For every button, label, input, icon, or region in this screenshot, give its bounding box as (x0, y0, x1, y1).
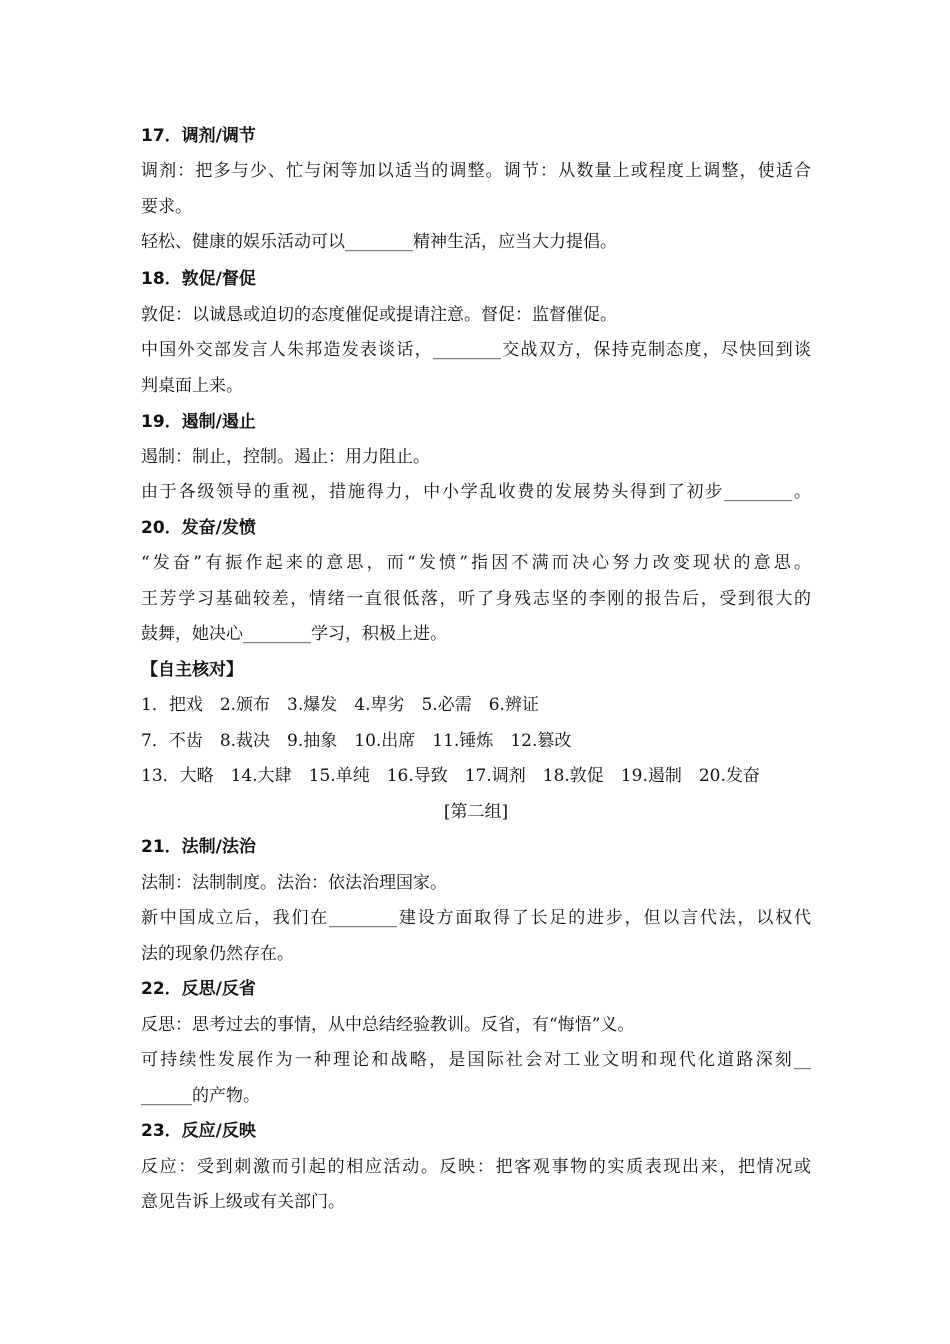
item-20-example: 王芳学习基础较差，情绪一直很低落，听了身残志坚的李刚的报告后，受到很大的 (141, 589, 811, 609)
item-23-definition: 反应：受到刺激而引起的相应活动。反映：把客观事物的实质表现出来，把情况或 (141, 1157, 811, 1177)
answer-row-3: 13．大略 14.大肆 15.单纯 16.导致 17.调剂 18.敦促 19.遏制 20.发奋 (141, 766, 760, 786)
item-18-definition: 敦促：以诚恳或迫切的态度催促或提请注意。督促：监督催促。 (141, 305, 617, 325)
item-19-heading: 19．遏制/遏止 (141, 412, 256, 432)
item-17-heading: 17．调剂/调节 (141, 126, 256, 146)
item-17-definition: 调剂：把多与少、忙与闲等加以适当的调整。调节：从数量上或程度上调整，使适合 (141, 161, 811, 181)
item-22-heading: 22．反思/反省 (141, 979, 256, 999)
self-check-title: 【自主核对】 (141, 660, 243, 680)
item-20-heading: 20．发奋/发愤 (141, 518, 256, 538)
item-23-definition-cont: 意见告诉上级或有关部门。 (141, 1192, 345, 1212)
item-21-example: 新中国成立后，我们在________建设方面取得了长足的进步，但以言代法，以权代 (141, 908, 811, 928)
item-20-example-cont: 鼓舞，她决心________学习，积极上进。 (141, 624, 447, 644)
item-19-example: 由于各级领导的重视，措施得力，中小学乱收费的发展势头得到了初步________。 (141, 482, 811, 502)
group-title: [第二组] (443, 802, 509, 822)
answer-row-2: 7．不齿 8.裁决 9.抽象 10.出席 11.锤炼 12.篡改 (141, 731, 572, 751)
item-21-example-cont: 法的现象仍然存在。 (141, 944, 294, 964)
item-19-definition: 遏制：制止，控制。遏止：用力阻止。 (141, 447, 430, 467)
item-21-heading: 21．法制/法治 (141, 837, 256, 857)
item-18-heading: 18．敦促/督促 (141, 269, 256, 289)
item-18-example-cont: 判桌面上来。 (141, 376, 243, 396)
item-17-definition-cont: 要求。 (141, 197, 192, 217)
item-17-example: 轻松、健康的娱乐活动可以________精神生活，应当大力提倡。 (141, 232, 617, 252)
item-22-example: 可持续性发展作为一种理论和战略，是国际社会对工业文明和现代化道路深刻__ (141, 1050, 811, 1070)
item-22-example-cont: ______的产物。 (141, 1086, 260, 1106)
item-18-example: 中国外交部发言人朱邦造发表谈话，________交战双方，保持克制态度，尽快回到谈 (141, 340, 811, 360)
item-20-definition: “发奋”有振作起来的意思，而“发愤”指因不满而决心努力改变现状的意思。 (141, 553, 811, 573)
item-22-definition: 反思：思考过去的事情，从中总结经验教训。反省，有“悔悟”义。 (141, 1015, 635, 1035)
answer-row-1: 1．把戏 2.颁布 3.爆发 4.卑劣 5.必需 6.辨证 (141, 695, 539, 715)
item-23-heading: 23．反应/反映 (141, 1121, 256, 1141)
item-21-definition: 法制：法制制度。法治：依法治理国家。 (141, 873, 447, 893)
